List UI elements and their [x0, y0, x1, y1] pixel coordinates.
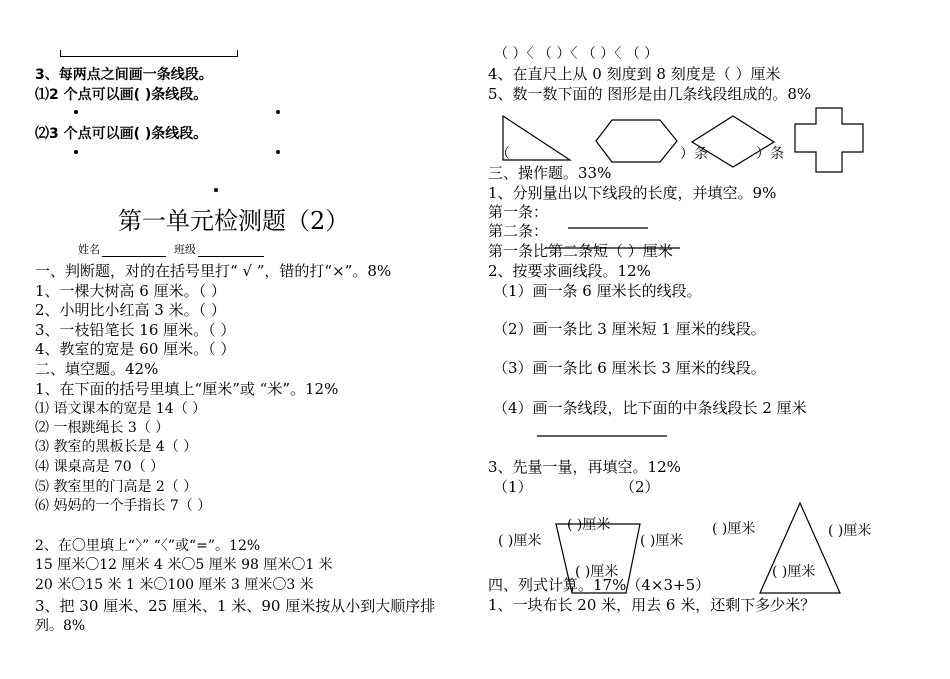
q3-title: 3、每两点之间画一条线段。	[35, 67, 213, 83]
shape-label: ）条	[756, 146, 784, 162]
cm-blank-tri-left[interactable]: ( )厘米	[712, 521, 756, 537]
section1-heading: 一、判断题，对的在括号里打“ √ ”，错的打“×”。8%	[35, 262, 392, 280]
s2-q3-line1: 3、把 30 厘米、25 厘米、1 米、90 厘米按从小到大顺序排	[35, 597, 436, 615]
q3-1-text: ⑴2 个点可以画( )条线段。	[35, 87, 208, 103]
class-label: 班级	[174, 243, 196, 256]
q5-text: 5、数一数下面的 图形是由几条线段组成的。8%	[488, 85, 812, 103]
s2-q1-item: ⑶ 教室的黑板长是 4（ ）	[35, 439, 198, 455]
s3-q1-heading: 1、分别量出以下线段的长度，并填空。9%	[488, 184, 777, 202]
s1-item: 3、一枝铅笔长 16 厘米。（ ）	[35, 321, 236, 339]
draw-item: （4）画一条线段，比下面的中条线段长 2 厘米	[493, 399, 807, 417]
shape-label: （	[496, 146, 510, 162]
cm-blank-tri-bottom[interactable]: ( )厘米	[772, 564, 816, 580]
s2-q1-item: ⑷ 课桌高是 70（ ）	[35, 459, 165, 475]
first-segment-label: 第一条：	[488, 203, 549, 221]
s2-q2-row: 20 米〇15 米 1 米〇100 厘米 3 厘米〇3 米	[35, 577, 314, 593]
section2-heading: 二、填空题。42%	[35, 360, 159, 378]
right-triangle-shape	[503, 116, 570, 160]
draw-item: （1）画一条 6 厘米长的线段。	[493, 282, 702, 300]
cm-blank-trap-top[interactable]: ( )厘米	[567, 517, 611, 533]
s2-q3-line2: 列。8%	[35, 618, 86, 634]
second-segment-label: 第二条：	[488, 222, 549, 240]
cm-blank-trap-left[interactable]: ( )厘米	[498, 533, 542, 549]
figure1-label: （1）	[493, 478, 533, 496]
section4-heading: 四、列式计算。17%（4×3+5）	[488, 576, 711, 594]
s3-q3-heading: 3、先量一量，再填空。12%	[488, 458, 681, 476]
section3-heading: 三、操作题。33%	[488, 164, 612, 182]
compare-text: 第一条比第二条短（ ）厘米	[488, 242, 673, 260]
s2-q1-item: ⑴ 语文课本的宽是 14（ ）	[35, 401, 207, 417]
s2-q2-row: 15 厘米〇12 厘米 4 米〇5 厘米 98 厘米〇1 米	[35, 557, 333, 573]
s1-item: 1、一棵大树高 6 厘米。（ ）	[35, 282, 226, 300]
figure2-label: （2）	[620, 478, 660, 496]
s2-q1-heading: 1、在下面的括号里填上“厘米”或 “米”。12%	[35, 380, 339, 398]
s1-item: 2、小明比小红高 3 米。（ ）	[35, 301, 226, 319]
q4-text: 4、在直尺上从 0 刻度到 8 刻度是（ ）厘米	[488, 65, 781, 83]
cross-shape	[795, 108, 863, 172]
s2-q1-item: ⑵ 一根跳绳长 3（ ）	[35, 420, 170, 436]
draw-item: （3）画一条比 6 厘米长 3 厘米的线段。	[493, 359, 766, 377]
cm-blank-trap-bottom[interactable]: ( )厘米	[575, 564, 619, 580]
cm-blank-tri-right[interactable]: ( )厘米	[828, 523, 872, 539]
s2-q1-item: ⑸ 教室里的门高是 2（ ）	[35, 479, 198, 495]
s2-q2-heading: 2、在〇里填上“〉” “〈”或“=”。12%	[35, 538, 261, 554]
shape-label: ）条	[680, 146, 708, 162]
name-label: 姓名	[78, 243, 100, 256]
page-title: 第一单元检测题（2）	[118, 207, 350, 235]
q3-2-text: ⑵3 个点可以画( )条线段。	[35, 126, 208, 142]
s1-item: 4、教室的宽是 60 厘米。（ ）	[35, 340, 236, 358]
s4-q1-text: 1、一块布长 20 米，用去 6 米，还剩下多少米？	[488, 596, 816, 614]
s2-q1-item: ⑹ 妈妈的一个手指长 7（ ）	[35, 498, 212, 514]
s3-q2-heading: 2、按要求画线段。12%	[488, 262, 651, 280]
hexagon-shape	[596, 120, 677, 162]
cm-blank-trap-right[interactable]: ( )厘米	[640, 533, 684, 549]
order-blanks-row: （ ）〈 （ ）〈 （ ）〈 （ ）	[494, 46, 659, 62]
draw-item: （2）画一条比 3 厘米短 1 厘米的线段。	[493, 320, 766, 338]
